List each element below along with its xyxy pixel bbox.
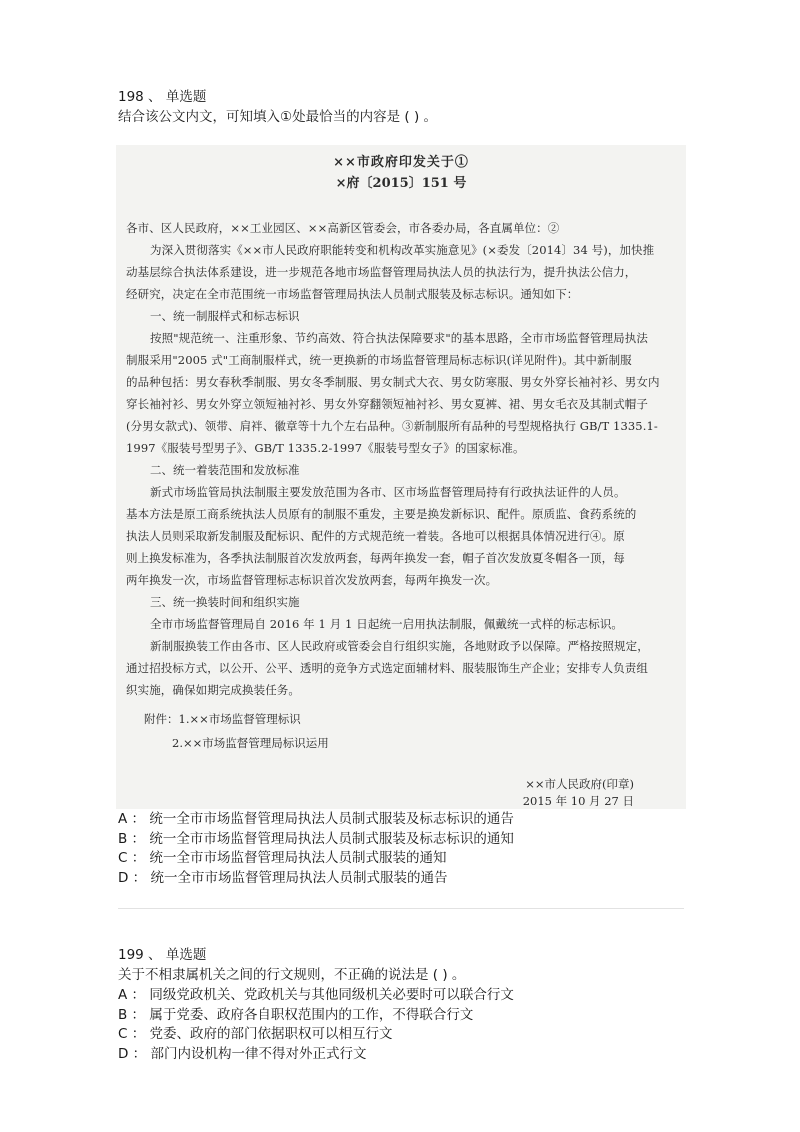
document-body-line: 基本方法是原工商系统执法人员原有的制服不重发，主要是换发新标识、配件。原质监、食药系统的 <box>126 507 637 521</box>
document-body-line: 新制服换装工作由各市、区人民政府或管委会自行组织实施，各地财政予以保障。严格按照规定， <box>150 639 649 653</box>
document-body-line: 1997《服装号型男子》、GB/T 1335.2-1997《服装号型女子》的国家标准。 <box>126 441 525 455</box>
option-b[interactable]: B ： 属于党委、政府各自职权范围内的工作，不得联合行文 <box>118 1006 474 1023</box>
question-199-options <box>118 986 698 1064</box>
document-body <box>126 217 676 701</box>
document-body-line: 织实施，确保如期完成换装任务。 <box>126 683 300 697</box>
question-199-header: 199 、 单选题 <box>118 947 207 963</box>
option-d[interactable]: D ： 部门内设机构一律不得对外正式行文 <box>118 1045 367 1062</box>
document-section-heading: 二、统一着装范围和发放标准 <box>150 463 300 477</box>
option-b[interactable]: B ： 统一全市市场监督管理局执法人员制式服装及标志标识的通知 <box>118 830 514 847</box>
document-body-line: 两年换发一次，市场监督管理标志标识首次发放两套，每两年换发一次。 <box>126 573 498 587</box>
document-body-line: (分男女款式)、领带、肩袢、徽章等十九个左右品种。③新制服所有品种的号型规格执行 GB/T 1335.1- <box>126 419 658 433</box>
document-body-line: 则上换发标准为，各季执法制服首次发放两套，每两年换发一套，帽子首次发放夏冬帽各一顶，每 <box>126 551 625 565</box>
question-198-options <box>118 810 698 888</box>
document-body-line: 全市市场监督管理局自 2016 年 1 月 1 日起统一启用执法制服，佩戴统一式样的标志标识。 <box>150 617 624 631</box>
question-199 <box>118 946 698 985</box>
document-body-line: 动基层综合执法体系建设，进一步规范各地市场监督管理局执法人员的执法行为，提升执法公信力， <box>126 265 637 279</box>
document-title: ××市政府印发关于① <box>333 155 469 170</box>
option-d[interactable]: D ： 统一全市市场监督管理局执法人员制式服装的通告 <box>118 869 448 886</box>
option-c[interactable]: C ： 统一全市市场监督管理局执法人员制式服装的通知 <box>118 850 447 866</box>
document-body-line: 的品种包括：男女春秋季制服、男女冬季制服、男女制式大衣、男女防寒服、男女外穿长袖衬衫、男女内 <box>126 375 660 389</box>
document-body-line: 各市、区人民政府，××工业园区、××高新区管委会，市各委办局，各直属单位：② <box>126 221 560 235</box>
document-body-line: 制服采用"2005 式"工商制服样式，统一更换新的市场监督管理局标志标识(详见附件)。其中新制服 <box>126 353 632 367</box>
document-body-line: 新式市场监管局执法制服主要发放范围为各市、区市场监督管理局持有行政执法证件的人员。 <box>150 485 626 499</box>
document-section-heading: 三、统一换装时间和组织实施 <box>150 595 300 609</box>
document-body-line: 为深入贯彻落实《××市人民政府职能转变和机构改革实施意见》(×委发〔2014〕34 号)，加快推 <box>150 243 655 257</box>
document-attachments <box>144 707 329 755</box>
document-section-heading: 一、统一制服样式和标志标识 <box>150 309 300 323</box>
document-signature: ××市人民政府(印章) <box>525 777 634 791</box>
document-body-line: 按照"规范统一、注重形象、节约高效、符合执法保障要求"的基本思路，全市市场监督管理局执法 <box>150 331 648 345</box>
question-198-stem: 结合该公文内文，可知填入①处最恰当的内容是 ( ) 。 <box>118 108 438 125</box>
document-body-line: 通过招投标方式，以公开、公平、透明的竞争方式选定面辅材料、服装服饰生产企业；安排专人负责组 <box>126 661 648 675</box>
attachment-1: 附件：1.××市场监督管理标识 <box>144 712 301 726</box>
scanned-document-image <box>116 145 686 809</box>
document-body-line: 执法人员则采取新发制服及配标识、配件的方式规范统一着装。各地可以根据具体情况进行④。原 <box>126 529 625 543</box>
document-body-line: 穿长袖衬衫、男女外穿立领短袖衬衫、男女外穿翻领短袖衬衫、男女夏裤、裙、男女毛衣及其制式帽子 <box>126 397 648 411</box>
question-198-header: 198 、 单选题 <box>118 89 207 105</box>
option-a[interactable]: A ： 同级党政机关、党政机关与其他同级机关必要时可以联合行文 <box>118 987 514 1003</box>
document-date: 2015 年 10 月 27 日 <box>522 794 634 808</box>
option-c[interactable]: C ： 党委、政府的部门依据职权可以相互行文 <box>118 1026 393 1042</box>
attachment-2: 2.××市场监督管理局标识运用 <box>172 736 329 750</box>
question-198 <box>118 88 698 127</box>
question-divider <box>118 908 684 909</box>
document-number: ×府〔2015〕151 号 <box>335 176 467 191</box>
question-199-stem: 关于不相隶属机关之间的行文规则，不正确的说法是 ( ) 。 <box>118 966 466 983</box>
option-a[interactable]: A ： 统一全市市场监督管理局执法人员制式服装及标志标识的通告 <box>118 811 514 827</box>
document-body-line: 经研究，决定在全市范围统一市场监督管理局执法人员制式服装及标志标识。通知如下： <box>126 287 579 301</box>
